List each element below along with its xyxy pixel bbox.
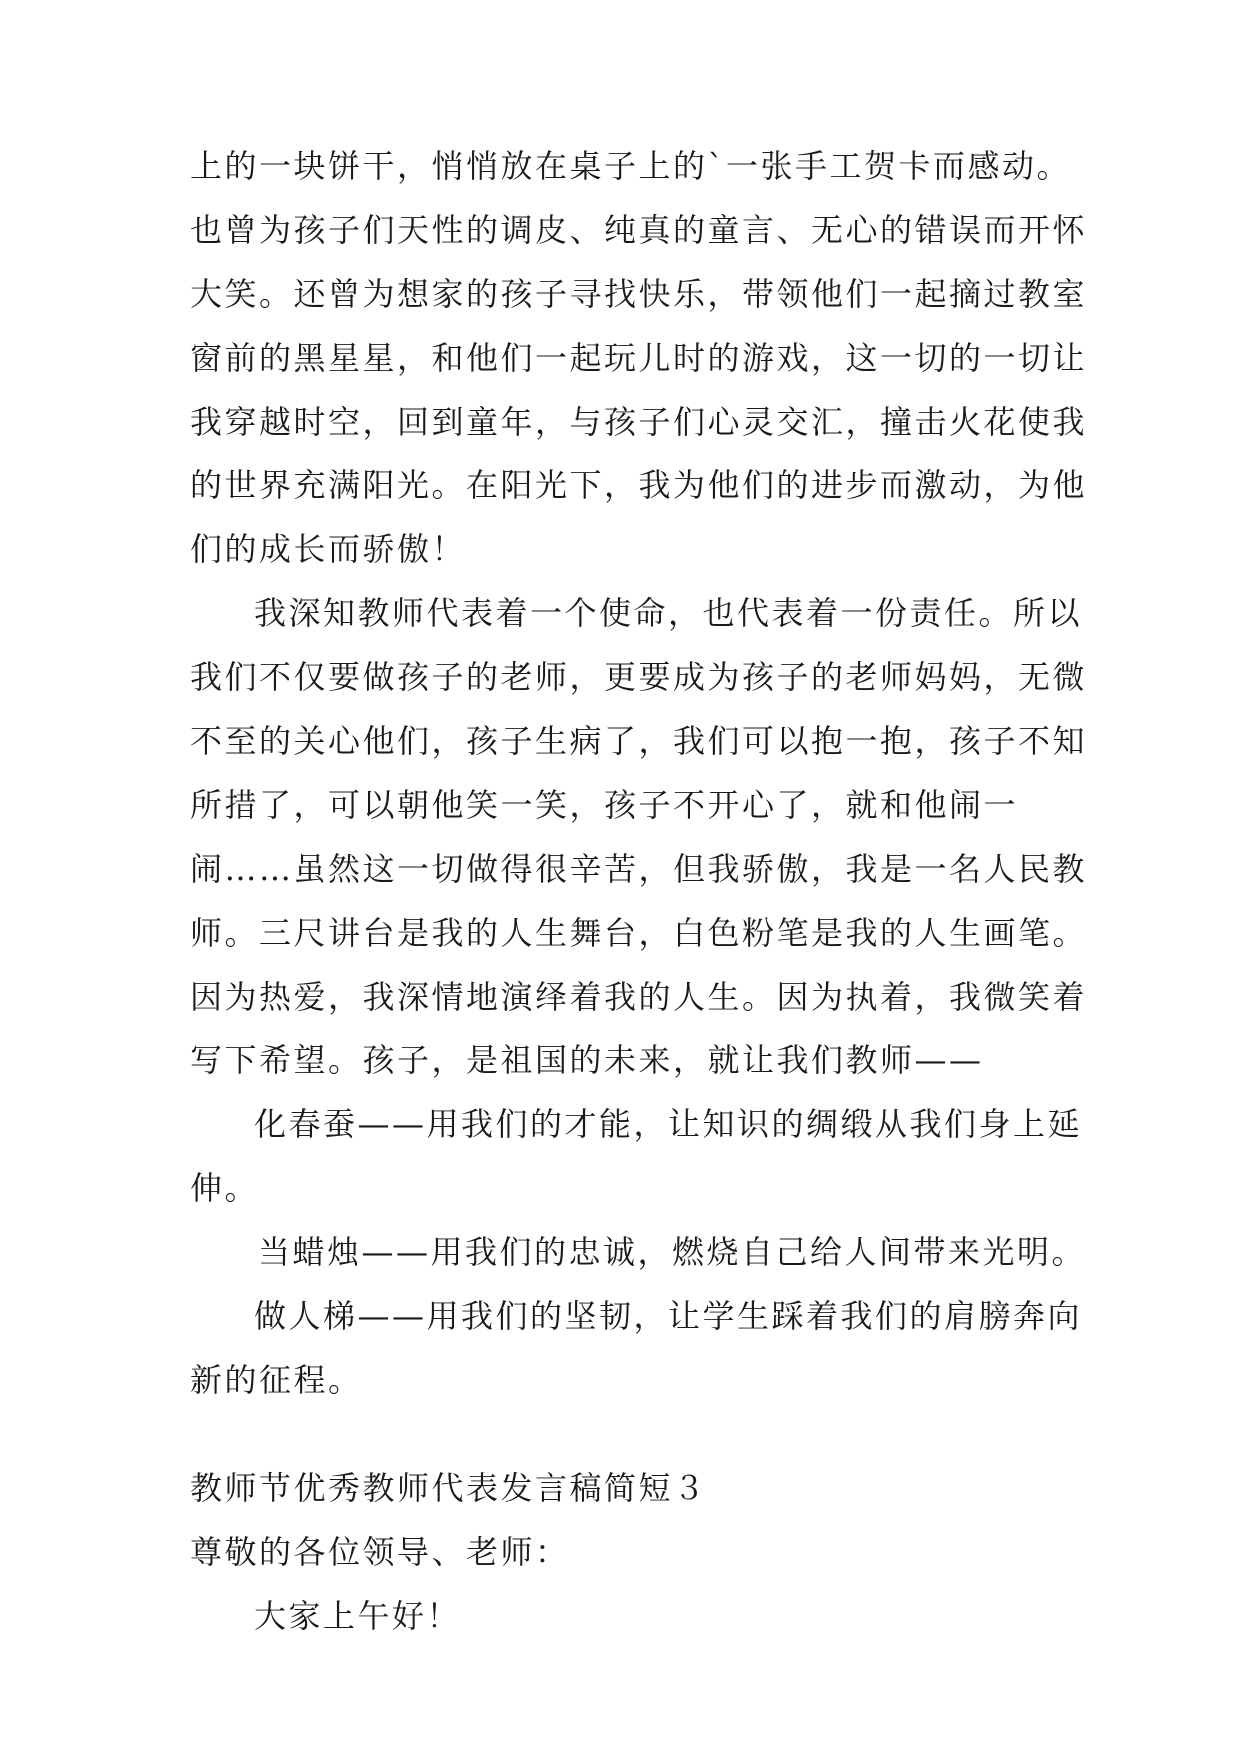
greeting: 大家上午好！ xyxy=(254,1597,462,1635)
paragraph-line: 大笑。还曾为想家的孩子寻找快乐，带领他们一起摘过教室 xyxy=(190,275,1088,313)
paragraph-line: 我们不仅要做孩子的老师，更要成为孩子的老师妈妈，无微 xyxy=(190,658,1088,696)
paragraph-line: 新的征程。 xyxy=(190,1361,363,1399)
paragraph-line: 不至的关心他们，孩子生病了，我们可以抱一抱，孩子不知 xyxy=(190,722,1088,760)
paragraph-line: 闹……虽然这一切做得很辛苦，但我骄傲，我是一名人民教 xyxy=(190,850,1088,888)
paragraph-line: 上的一块饼干，悄悄放在桌子上的`一张手工贺卡而感动。 xyxy=(190,147,1072,185)
paragraph-line: 因为热爱，我深情地演绎着我的人生。因为执着，我微笑着 xyxy=(190,978,1088,1016)
paragraph-line: 所措了，可以朝他笑一笑，孩子不开心了，就和他闹一 xyxy=(190,786,1019,824)
paragraph-line: 也曾为孩子们天性的调皮、纯真的童言、无心的错误而开怀 xyxy=(190,211,1088,249)
paragraph-line: 窗前的黑星星，和他们一起玩儿时的游戏，这一切的一切让 xyxy=(190,339,1088,377)
section-title: 教师节优秀教师代表发言稿简短３ xyxy=(190,1469,708,1507)
paragraph-line: 我深知教师代表着一个使命，也代表着一份责任。所以 xyxy=(254,594,1083,632)
paragraph-line: 师。三尺讲台是我的人生舞台，白色粉笔是我的人生画笔。 xyxy=(190,914,1088,952)
paragraph-line: 做人梯——用我们的坚韧，让学生踩着我们的肩膀奔向 xyxy=(254,1297,1083,1335)
paragraph-line: 的世界充满阳光。在阳光下，我为他们的进步而激动，为他 xyxy=(190,466,1088,504)
paragraph-line: 们的成长而骄傲！ xyxy=(190,530,467,568)
paragraph-line: 写下希望。孩子，是祖国的未来，就让我们教师—— xyxy=(190,1041,984,1079)
paragraph-line: 伸。 xyxy=(190,1169,260,1207)
salutation: 尊敬的各位领导、老师： xyxy=(190,1533,570,1571)
paragraph-line: 化春蚕——用我们的才能，让知识的绸缎从我们身上延 xyxy=(254,1105,1083,1143)
paragraph-line: 当蜡烛——用我们的忠诚，燃烧自己给人间带来光明。 xyxy=(258,1233,1087,1271)
paragraph-line: 我穿越时空，回到童年，与孩子们心灵交汇，撞击火花使我 xyxy=(190,403,1088,441)
